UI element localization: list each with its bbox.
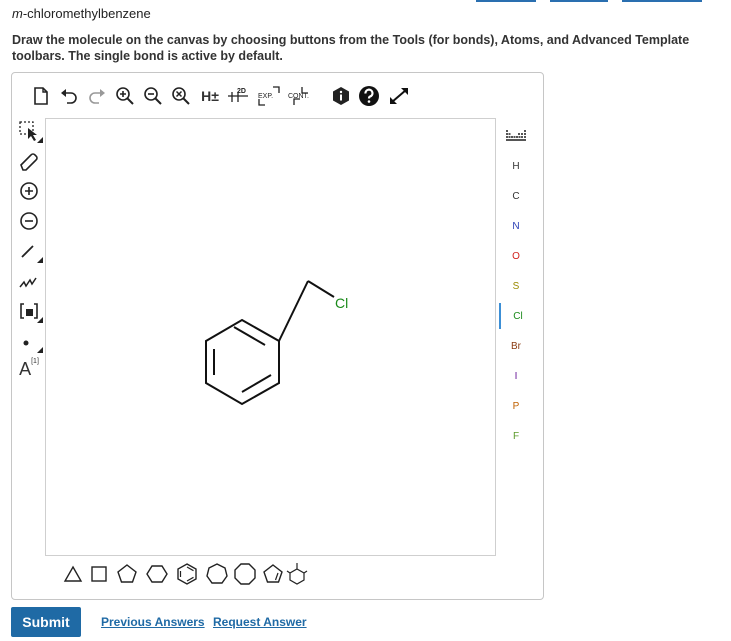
c-cl-bond xyxy=(308,281,334,297)
info-icon[interactable] xyxy=(330,85,352,107)
question-title xyxy=(12,6,151,21)
atoms-toolbar xyxy=(497,119,541,519)
cycloheptane-template-icon[interactable] xyxy=(206,561,228,587)
cyclooctane-template-icon[interactable] xyxy=(234,561,256,587)
charge-minus-icon[interactable] xyxy=(17,209,41,233)
title-prefix: m xyxy=(12,6,23,21)
instructions: Draw the molecule on the canvas by choosing buttons from the Tools (for bonds), Atoms, and Advanced Template toolbars. The single bond is active by default. xyxy=(12,33,690,63)
title-rest: -chloromethylbenzene xyxy=(22,6,151,21)
zoom-in-icon[interactable] xyxy=(114,85,136,107)
clean-2d-button[interactable] xyxy=(226,85,252,107)
atom-button-f[interactable]: F xyxy=(512,430,520,442)
template-toolbar xyxy=(62,561,312,591)
atom-button-br[interactable]: Br xyxy=(511,340,521,352)
selection-tool-icon[interactable] xyxy=(17,119,41,143)
atom-button-c[interactable]: C xyxy=(512,190,520,202)
hydrogen-toggle-button[interactable]: H± xyxy=(201,88,219,104)
atom-button-i[interactable]: I xyxy=(514,370,518,382)
atom-button-o[interactable]: O xyxy=(512,250,520,262)
atom-button-n[interactable]: N xyxy=(512,220,520,232)
radical-tool-icon[interactable] xyxy=(17,329,41,353)
atom-charge-label: A xyxy=(19,358,32,379)
top-links xyxy=(476,0,702,3)
top-toolbar xyxy=(12,73,543,119)
expand-label: EXP. xyxy=(258,93,274,100)
drawing-canvas[interactable] xyxy=(45,118,496,556)
chain-tool-icon[interactable] xyxy=(17,269,41,293)
left-toolbar xyxy=(12,119,46,419)
cyclobutane-template-icon[interactable] xyxy=(88,561,110,587)
cyclopentadiene-template-icon[interactable] xyxy=(262,561,284,587)
atom-charge-tool-icon[interactable] xyxy=(17,357,41,381)
atom-button-cl[interactable]: Cl xyxy=(499,303,535,329)
bracket-tool-icon[interactable] xyxy=(17,299,41,323)
previous-answers-link[interactable]: Previous Answers xyxy=(101,615,205,629)
atom-button-s[interactable]: S xyxy=(512,280,520,292)
request-answer-link[interactable]: Request Answer xyxy=(213,615,307,629)
atom-button-p[interactable]: P xyxy=(512,400,520,412)
atom-charge-sup: [1] xyxy=(31,357,39,365)
ch2-bond xyxy=(279,281,308,341)
expand-button[interactable] xyxy=(255,85,283,107)
eraser-icon[interactable] xyxy=(17,149,41,173)
molecule-structure xyxy=(46,119,495,555)
submit-button[interactable]: Submit xyxy=(11,607,81,637)
redo-icon[interactable] xyxy=(86,85,108,107)
new-document-icon[interactable] xyxy=(30,85,52,107)
periodic-table-icon[interactable] xyxy=(499,123,533,149)
zoom-reset-icon[interactable] xyxy=(170,85,192,107)
clean-2d-label: 2D xyxy=(237,88,246,95)
cyclopentane-template-icon[interactable] xyxy=(116,561,138,587)
molecule-editor xyxy=(11,72,544,600)
undo-icon[interactable] xyxy=(58,85,80,107)
benzene-template-icon[interactable] xyxy=(176,561,198,587)
single-bond-icon[interactable] xyxy=(17,239,41,263)
custom-template-icon[interactable] xyxy=(286,561,308,587)
contract-label: CONT. xyxy=(288,93,309,100)
chlorine-atom-label: Cl xyxy=(335,295,349,311)
help-icon[interactable] xyxy=(358,85,380,107)
contract-button[interactable] xyxy=(286,85,316,107)
atom-button-h[interactable]: H xyxy=(512,160,520,172)
fullscreen-icon[interactable] xyxy=(388,85,410,107)
cyclopropane-template-icon[interactable] xyxy=(62,561,84,587)
zoom-out-icon[interactable] xyxy=(142,85,164,107)
charge-plus-icon[interactable] xyxy=(17,179,41,203)
cyclohexane-template-icon[interactable] xyxy=(146,561,168,587)
